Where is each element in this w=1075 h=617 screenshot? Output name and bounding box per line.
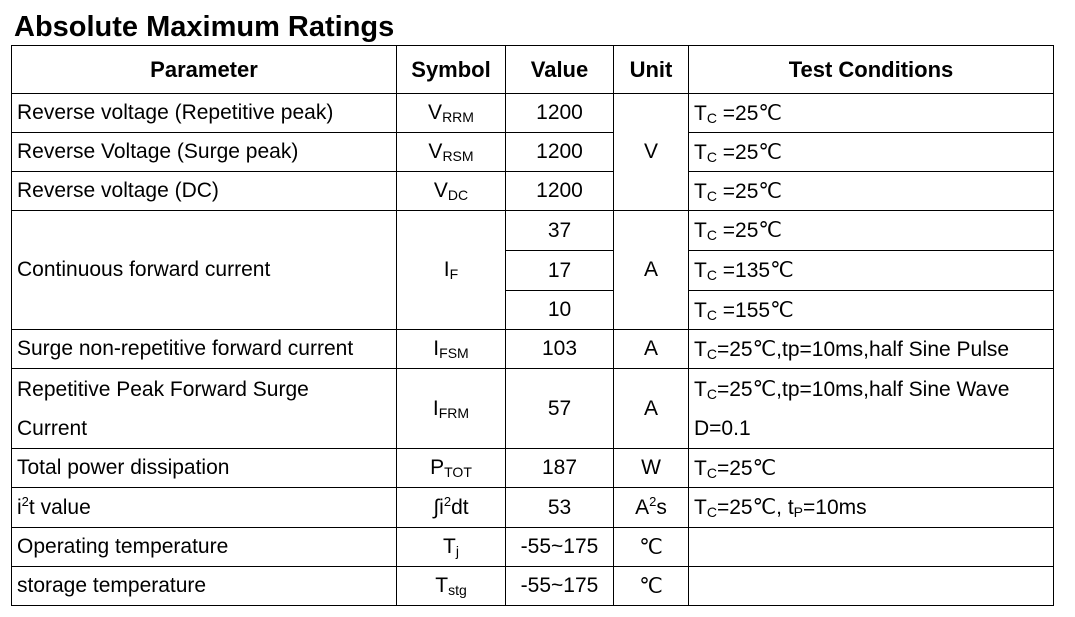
table-row	[12, 528, 1054, 567]
symbol-cell: $I_{FSM}$	[397, 330, 506, 369]
condition-cell	[689, 528, 1054, 567]
parameter-cell: Repetitive Peak Forward Surge Current	[12, 369, 397, 449]
table-row	[12, 133, 1054, 172]
condition-cell	[689, 567, 1054, 606]
page-title: Absolute Maximum Ratings	[14, 11, 395, 43]
table-row	[12, 211, 1054, 251]
unit-cell: ℃	[614, 567, 689, 606]
condition-cell: $T_C=25℃$	[689, 449, 1054, 488]
parameter-cell: Total power dissipation	[12, 449, 397, 488]
header-row	[12, 46, 1054, 94]
value-cell: 1200	[506, 172, 614, 211]
table-row	[12, 330, 1054, 369]
value-cell: 10	[506, 291, 614, 330]
header-parameter: Parameter	[12, 46, 397, 94]
parameter-cell: $i^2t$ value	[12, 488, 397, 528]
table-row	[12, 369, 1054, 449]
condition-cell: $T_C$ =25℃	[689, 133, 1054, 172]
condition-cell: $T_C$ =25℃	[689, 94, 1054, 133]
header-test-conditions: Test Conditions	[689, 46, 1054, 94]
symbol-cell: $T_j$	[397, 528, 506, 567]
table-row	[12, 172, 1054, 211]
parameter-cell: storage temperature	[12, 567, 397, 606]
table-row	[12, 567, 1054, 606]
ratings-table	[11, 45, 1054, 606]
table-row	[12, 488, 1054, 528]
condition-cell: $T_C=25℃,tp=10ms,half$ Sine Pulse	[689, 330, 1054, 369]
symbol-cell: $I_{FRM}$	[397, 369, 506, 449]
unit-cell: A	[614, 330, 689, 369]
symbol-cell: $V_{DC}$	[397, 172, 506, 211]
value-cell: -55~175	[506, 567, 614, 606]
condition-cell: $T_C$ =25℃	[689, 211, 1054, 251]
parameter-cell: Reverse Voltage (Surge peak)	[12, 133, 397, 172]
value-cell: 1200	[506, 94, 614, 133]
unit-cell: ℃	[614, 528, 689, 567]
condition-cell: $T_C$ =25℃	[689, 172, 1054, 211]
parameter-cell: Reverse voltage (DC)	[12, 172, 397, 211]
parameter-cell: Surge non-repetitive forward current	[12, 330, 397, 369]
unit-cell: A	[614, 211, 689, 330]
parameter-cell: Reverse voltage (Repetitive peak)	[12, 94, 397, 133]
table-row	[12, 449, 1054, 488]
unit-cell: V	[614, 94, 689, 211]
value-cell: 17	[506, 251, 614, 291]
table-row	[12, 94, 1054, 133]
symbol-cell: $I_F$	[397, 211, 506, 330]
symbol-cell: $V_{RRM}$	[397, 94, 506, 133]
value-cell: 57	[506, 369, 614, 449]
header-value: Value	[506, 46, 614, 94]
value-cell: 53	[506, 488, 614, 528]
symbol-cell: $\int i^2dt$	[397, 488, 506, 528]
value-cell: -55~175	[506, 528, 614, 567]
unit-cell: $A^2s$	[614, 488, 689, 528]
condition-cell: $T_C=25℃$, $t_P=10ms$	[689, 488, 1054, 528]
unit-cell: A	[614, 369, 689, 449]
condition-cell: $T_C=25℃,tp=10ms,half$ Sine Wave D=0.1	[689, 369, 1054, 449]
unit-cell: W	[614, 449, 689, 488]
symbol-cell: $P_{TOT}$	[397, 449, 506, 488]
header-symbol: Symbol	[397, 46, 506, 94]
value-cell: 1200	[506, 133, 614, 172]
condition-cell: $T_C$ =135℃	[689, 251, 1054, 291]
parameter-cell: Operating temperature	[12, 528, 397, 567]
symbol-cell: $T_{stg}$	[397, 567, 506, 606]
value-cell: 37	[506, 211, 614, 251]
parameter-cell: Continuous forward current	[12, 211, 397, 330]
header-unit: Unit	[614, 46, 689, 94]
value-cell: 187	[506, 449, 614, 488]
symbol-cell: $V_{RSM}$	[397, 133, 506, 172]
condition-cell: $T_C$ =155℃	[689, 291, 1054, 330]
value-cell: 103	[506, 330, 614, 369]
